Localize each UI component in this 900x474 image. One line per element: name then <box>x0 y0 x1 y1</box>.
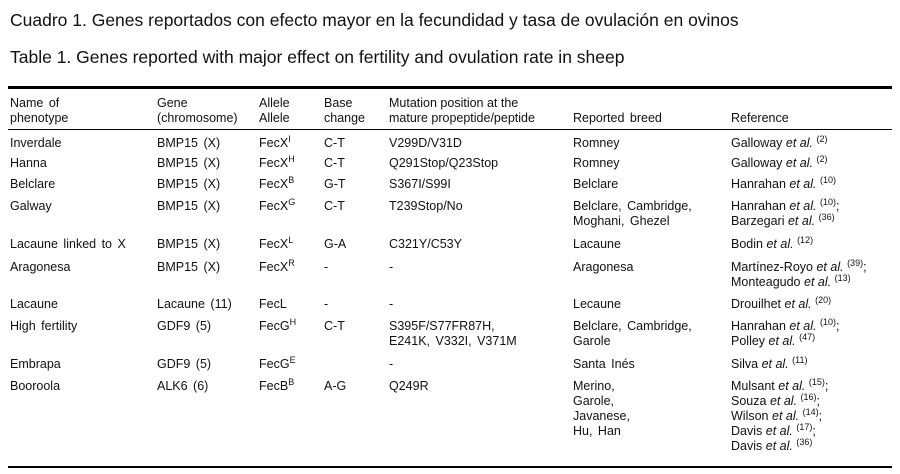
cell-allele <box>259 174 324 196</box>
table-row <box>10 316 896 354</box>
breed-line: Aragonesa <box>573 260 634 274</box>
reference-entry <box>731 334 896 349</box>
reference-number: (14) <box>802 407 819 417</box>
reference-etal: et al. <box>785 156 814 170</box>
cell-phenotype <box>10 354 157 376</box>
breed-line: Belclare, Cambridge, <box>573 319 692 333</box>
header-base-change <box>324 93 389 130</box>
cell-base-change <box>324 153 389 174</box>
header-mutation-line1: Mutation position at the <box>389 96 519 110</box>
reference-author: Hanrahan <box>731 177 786 191</box>
reference-author: Hanrahan <box>731 319 786 333</box>
cell-gene <box>157 316 259 354</box>
cell-gene <box>157 294 259 316</box>
header-breed-line1: Reported breed <box>573 111 662 125</box>
reference-etal: et al. <box>768 334 796 348</box>
phenotype-text: Lacaune linked to X <box>10 237 126 251</box>
gene-text: BMP15 (X) <box>157 177 221 191</box>
cell-gene <box>157 234 259 257</box>
allele-superscript: G <box>288 197 296 207</box>
breed-line: Belclare <box>573 177 619 191</box>
phenotype-text: Belclare <box>10 177 56 191</box>
reference-author: Silva <box>731 357 759 371</box>
reference-entry <box>731 156 896 171</box>
allele-superscript: B <box>288 377 295 387</box>
reference-number: (39) <box>847 258 864 268</box>
reference-number: (2) <box>816 154 828 164</box>
reference-etal: et al. <box>785 136 814 150</box>
header-phenotype-line2: phenotype <box>10 111 69 125</box>
gene-text: BMP15 (X) <box>157 136 221 150</box>
cell-breed <box>573 174 731 196</box>
mutation-line: T239Stop/No <box>389 199 463 213</box>
cell-base-change <box>324 174 389 196</box>
allele-text: FecX <box>259 237 289 251</box>
cell-allele <box>259 234 324 257</box>
cell-gene <box>157 130 259 153</box>
reference-etal: et al. <box>789 319 817 333</box>
reference-etal: et al. <box>778 379 806 393</box>
cell-gene <box>157 153 259 174</box>
reference-etal: et al. <box>765 439 793 453</box>
cell-allele <box>259 257 324 294</box>
reference-separator: ; <box>812 424 816 438</box>
allele-text: FecX <box>259 136 289 150</box>
allele-text: FecL <box>259 297 287 311</box>
reference-author: Polley <box>731 334 766 348</box>
reference-author: Souza <box>731 394 767 408</box>
reference-number: (16) <box>800 392 817 402</box>
reference-author: Davis <box>731 424 763 438</box>
header-allele <box>259 93 324 130</box>
reference-entry <box>731 214 896 229</box>
reference-author: Barzegari <box>731 214 785 228</box>
cell-allele <box>259 316 324 354</box>
table-body <box>10 130 896 466</box>
reference-author: Bodin <box>731 237 763 251</box>
cell-base-change <box>324 354 389 376</box>
reference-author: Monteagudo <box>731 275 801 289</box>
reference-author: Wilson <box>731 409 769 423</box>
cell-breed <box>573 153 731 174</box>
cell-reference <box>731 196 896 234</box>
cell-allele <box>259 354 324 376</box>
header-base-line1: Base <box>324 96 353 110</box>
cell-allele <box>259 130 324 153</box>
breed-line: Romney <box>573 136 620 150</box>
mutation-line: Q291Stop/Q23Stop <box>389 156 499 170</box>
table-row <box>10 174 896 196</box>
allele-superscript: E <box>289 355 296 365</box>
cell-phenotype <box>10 257 157 294</box>
breed-line: Hu, Han <box>573 424 621 438</box>
header-allele-line1: Allele <box>259 96 290 110</box>
base-change-text: - <box>324 260 329 274</box>
table-row <box>10 130 896 153</box>
reference-author: Galloway <box>731 156 783 170</box>
mutation-line: Q249R <box>389 379 429 393</box>
table-row <box>10 257 896 294</box>
cell-reference <box>731 153 896 174</box>
allele-superscript: R <box>288 258 295 268</box>
gene-text: BMP15 (X) <box>157 260 221 274</box>
reference-separator: ; <box>836 199 840 213</box>
reference-etal: et al. <box>789 177 817 191</box>
cell-mutation <box>389 234 573 257</box>
reference-separator: ; <box>836 319 840 333</box>
gene-text: ALK6 (6) <box>157 379 209 393</box>
reference-etal: et al. <box>765 424 793 438</box>
reference-entry <box>731 297 896 312</box>
mutation-line: C321Y/C53Y <box>389 237 462 251</box>
reference-entry <box>731 260 896 275</box>
reference-etal: et al. <box>769 394 798 408</box>
base-change-text: A-G <box>324 379 347 393</box>
reference-etal: et al. <box>804 275 832 289</box>
allele-text: FecX <box>259 260 289 274</box>
table-row <box>10 294 896 316</box>
reference-entry <box>731 136 896 151</box>
cell-base-change <box>324 376 389 466</box>
header-base-line2: change <box>324 111 366 125</box>
reference-author: Galloway <box>731 136 783 150</box>
cell-base-change <box>324 257 389 294</box>
mutation-line: - <box>389 357 394 371</box>
breed-line: Santa Inés <box>573 357 635 371</box>
base-change-text: C-T <box>324 319 345 333</box>
cell-breed <box>573 234 731 257</box>
cell-base-change <box>324 316 389 354</box>
breed-line: Merino, <box>573 379 615 393</box>
cell-mutation <box>389 196 573 234</box>
cell-gene <box>157 196 259 234</box>
breed-line: Romney <box>573 156 620 170</box>
gene-text: BMP15 (X) <box>157 237 221 251</box>
base-change-text: C-T <box>324 136 345 150</box>
reference-number: (20) <box>815 295 832 305</box>
cell-gene <box>157 257 259 294</box>
table-row <box>10 354 896 376</box>
breed-line: Lacaune <box>573 237 621 251</box>
phenotype-text: High fertility <box>10 319 78 333</box>
phenotype-text: Lacaune <box>10 297 58 311</box>
header-mutation-line2: mature propeptide/peptide <box>389 111 535 125</box>
reference-author: Martínez-Royo <box>731 260 813 274</box>
cell-phenotype <box>10 316 157 354</box>
reference-number: (47) <box>799 332 816 342</box>
phenotype-text: Aragonesa <box>10 260 71 274</box>
reference-number: (10) <box>819 317 836 327</box>
allele-superscript: H <box>289 317 297 327</box>
cell-mutation <box>389 130 573 153</box>
breed-line: Javanese, <box>573 409 630 423</box>
reference-number: (36) <box>818 212 835 222</box>
breed-line: Garole <box>573 334 611 348</box>
cell-breed <box>573 257 731 294</box>
caption-spanish: Cuadro 1. Genes reportados con efecto mayor en la fecundidad y tasa de ovulación en ovinos <box>10 10 739 30</box>
reference-etal: et al. <box>772 409 800 423</box>
table-row <box>10 153 896 174</box>
cell-reference <box>731 376 896 466</box>
reference-number: (2) <box>816 134 828 144</box>
reference-number: (13) <box>834 273 851 283</box>
cell-mutation <box>389 174 573 196</box>
breed-line: Belclare, Cambridge, <box>573 199 692 213</box>
reference-etal: et al. <box>761 357 789 371</box>
cell-reference <box>731 294 896 316</box>
reference-author: Drouilhet <box>731 297 782 311</box>
gene-text: GDF9 (5) <box>157 319 212 333</box>
cell-mutation <box>389 376 573 466</box>
cell-phenotype <box>10 234 157 257</box>
reference-separator: ; <box>863 260 867 274</box>
reference-entry <box>731 177 896 192</box>
cell-breed <box>573 130 731 153</box>
cell-breed <box>573 354 731 376</box>
header-phenotype <box>10 93 157 130</box>
allele-text: FecX <box>259 156 289 170</box>
cell-mutation <box>389 257 573 294</box>
allele-superscript: B <box>288 175 295 185</box>
reference-separator: ; <box>816 394 821 408</box>
cell-reference <box>731 130 896 153</box>
cell-breed <box>573 316 731 354</box>
header-phenotype-line1: Name of <box>10 96 60 110</box>
table-row <box>10 196 896 234</box>
reference-number: (10) <box>819 197 836 207</box>
cell-base-change <box>324 294 389 316</box>
mutation-line: V299D/V31D <box>389 136 462 150</box>
cell-reference <box>731 316 896 354</box>
header-breed <box>573 93 731 130</box>
header-gene-line2: (chromosome) <box>157 111 238 125</box>
cell-mutation <box>389 316 573 354</box>
reference-number: (10) <box>819 175 836 185</box>
mutation-line: E241K, V332I, V371M <box>389 334 517 348</box>
cell-gene <box>157 376 259 466</box>
caption-english: Table 1. Genes reported with major effect on fertility and ovulation rate in sheep <box>10 47 625 67</box>
gene-text: Lacaune (11) <box>157 297 232 311</box>
cell-phenotype <box>10 174 157 196</box>
header-reference-line1: Reference <box>731 111 789 125</box>
reference-number: (11) <box>792 355 808 365</box>
header-mutation <box>389 93 573 130</box>
reference-entry <box>731 409 896 424</box>
mutation-line: - <box>389 297 394 311</box>
cell-allele <box>259 294 324 316</box>
reference-etal: et al. <box>766 237 794 251</box>
cell-phenotype <box>10 376 157 466</box>
cell-gene <box>157 174 259 196</box>
reference-entry <box>731 275 896 290</box>
allele-text: FecG <box>259 357 290 371</box>
reference-separator: ; <box>824 379 829 393</box>
phenotype-text: Galway <box>10 199 52 213</box>
header-reference <box>731 93 896 130</box>
phenotype-text: Embrapa <box>10 357 61 371</box>
table-header-row <box>10 93 896 130</box>
breed-line: Garole, <box>573 394 614 408</box>
cell-reference <box>731 234 896 257</box>
allele-superscript: H <box>288 154 295 164</box>
allele-text: FecG <box>259 319 290 333</box>
header-gene-line1: Gene <box>157 96 188 110</box>
reference-entry <box>731 357 896 372</box>
phenotype-text: Inverdale <box>10 136 62 150</box>
phenotype-text: Booroola <box>10 379 61 393</box>
reference-author: Mulsant <box>731 379 775 393</box>
allele-superscript: L <box>288 235 294 245</box>
reference-entry <box>731 439 896 454</box>
reference-separator: ; <box>818 409 823 423</box>
table-top-rule <box>8 86 892 89</box>
allele-text: FecB <box>259 379 289 393</box>
reference-number: (36) <box>796 437 813 447</box>
base-change-text: G-A <box>324 237 347 251</box>
cell-breed <box>573 196 731 234</box>
allele-text: FecX <box>259 199 289 213</box>
cell-breed <box>573 376 731 466</box>
phenotype-text: Hanna <box>10 156 47 170</box>
reference-number: (12) <box>797 235 814 245</box>
gene-text: GDF9 (5) <box>157 357 212 371</box>
cell-reference <box>731 257 896 294</box>
cell-phenotype <box>10 153 157 174</box>
reference-author: Davis <box>731 439 763 453</box>
cell-phenotype <box>10 130 157 153</box>
cell-reference <box>731 174 896 196</box>
cell-reference <box>731 354 896 376</box>
table-row <box>10 234 896 257</box>
cell-phenotype <box>10 294 157 316</box>
cell-allele <box>259 196 324 234</box>
reference-entry <box>731 199 896 214</box>
gene-text: BMP15 (X) <box>157 199 221 213</box>
header-allele-line2: Allele <box>259 111 290 125</box>
reference-etal: et al. <box>816 260 844 274</box>
mutation-line: - <box>389 260 394 274</box>
reference-author: Hanrahan <box>731 199 786 213</box>
cell-allele <box>259 376 324 466</box>
cell-breed <box>573 294 731 316</box>
cell-allele <box>259 153 324 174</box>
base-change-text: C-T <box>324 156 345 170</box>
table-bottom-rule <box>8 466 892 468</box>
cell-gene <box>157 354 259 376</box>
reference-entry <box>731 424 896 439</box>
cell-phenotype <box>10 196 157 234</box>
gene-text: BMP15 (X) <box>157 156 221 170</box>
base-change-text: - <box>324 297 329 311</box>
base-change-text: C-T <box>324 199 345 213</box>
allele-superscript: I <box>288 134 291 144</box>
reference-number: (17) <box>796 422 813 432</box>
breed-line: Lecaune <box>573 297 621 311</box>
allele-text: FecX <box>259 177 289 191</box>
header-gene <box>157 93 259 130</box>
table-row <box>10 376 896 466</box>
cell-base-change <box>324 234 389 257</box>
cell-base-change <box>324 196 389 234</box>
reference-entry <box>731 237 896 252</box>
cell-mutation <box>389 153 573 174</box>
reference-etal: et al. <box>784 297 812 311</box>
reference-number: (15) <box>808 377 825 387</box>
reference-etal: et al. <box>787 214 816 228</box>
breed-line: Moghani, Ghezel <box>573 214 670 228</box>
mutation-line: S367I/S99I <box>389 177 451 191</box>
cell-mutation <box>389 294 573 316</box>
reference-etal: et al. <box>789 199 817 213</box>
cell-base-change <box>324 130 389 153</box>
mutation-line: S395F/S77FR87H, <box>389 319 495 333</box>
base-change-text: G-T <box>324 177 346 191</box>
cell-mutation <box>389 354 573 376</box>
genes-table <box>10 93 896 466</box>
